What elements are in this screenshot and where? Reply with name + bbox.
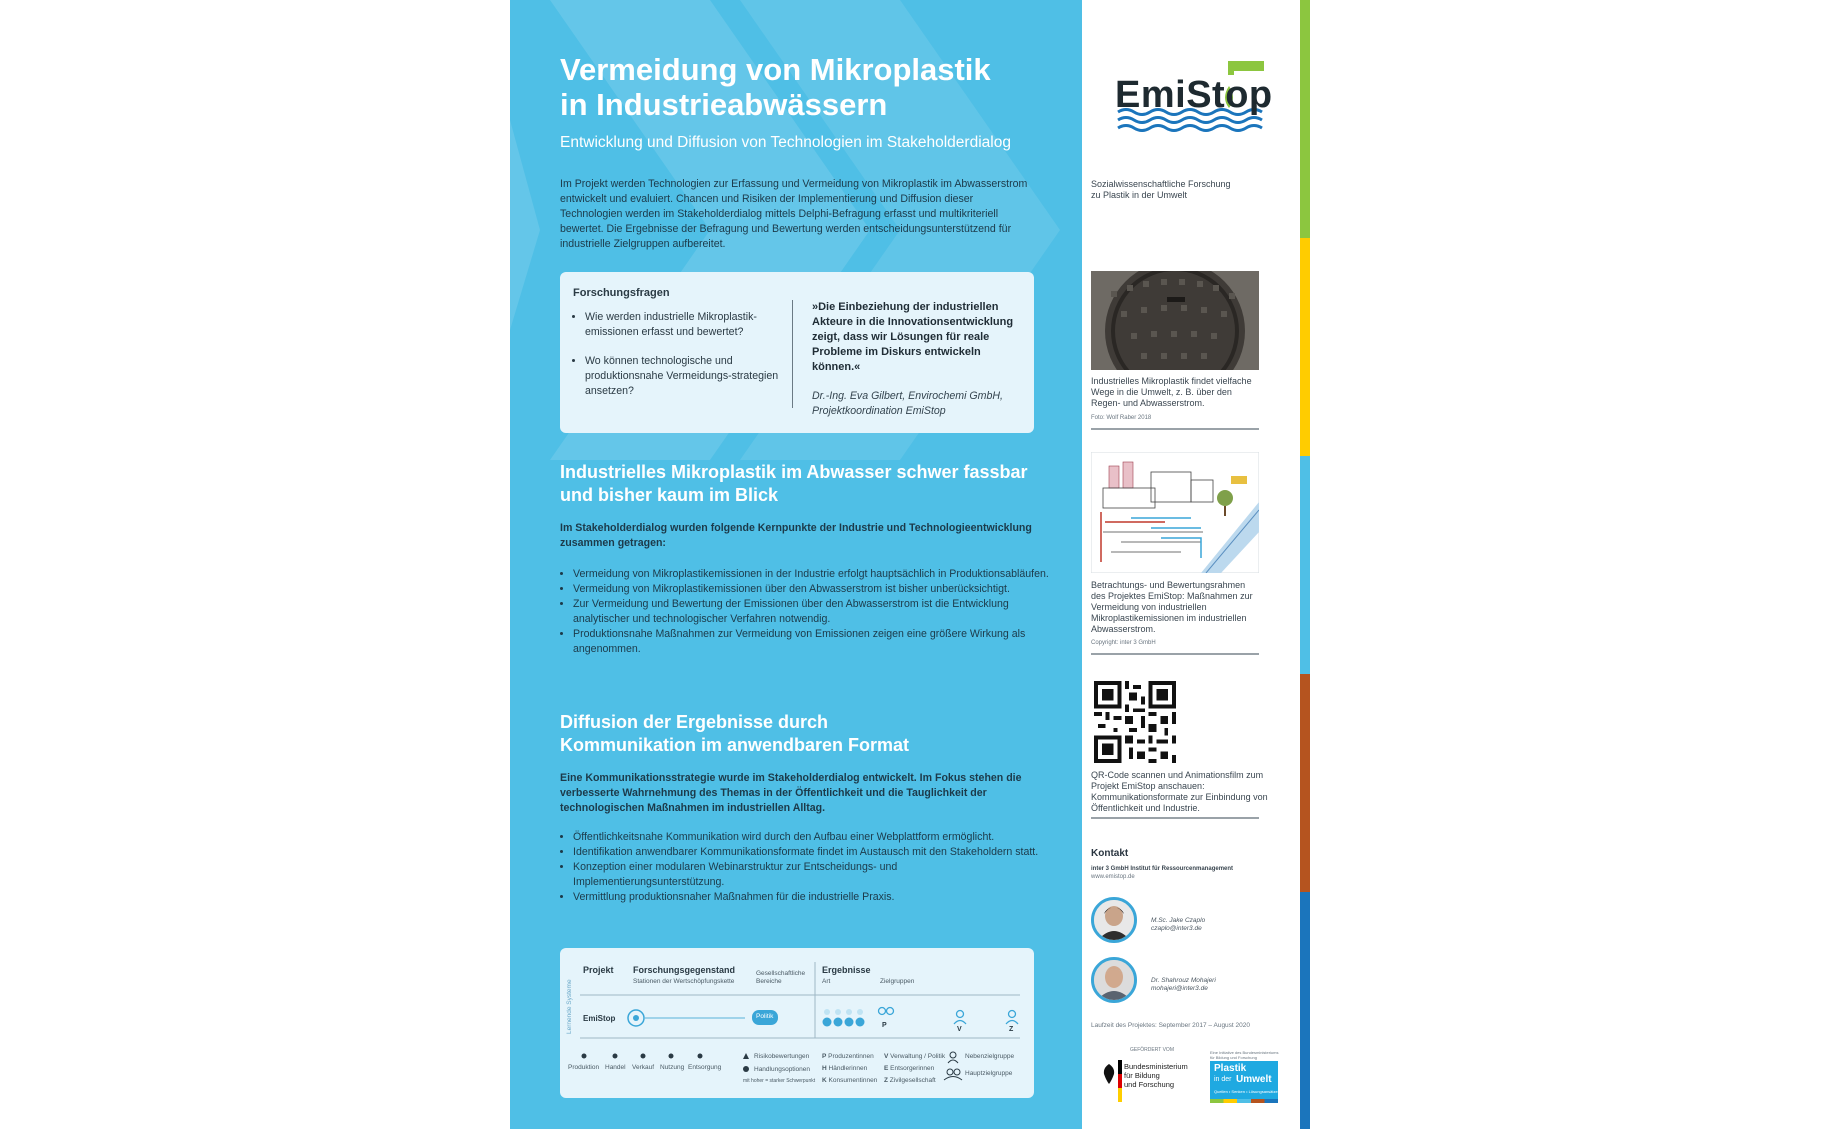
federal-eagle-icon [1102,1062,1116,1086]
heading-line: Diffusion der Ergebnisse durch [560,712,829,732]
legend-station: Verkauf [632,1064,655,1071]
tagline [1091,179,1231,201]
quote-divider [792,300,793,408]
photo-caption: Industrielles Mikroplastik findet vielfache Wege in die Umwelt, z. B. über den Regen- und Abwasserstrom. [1091,376,1252,408]
section2-list [560,830,1049,905]
list-item: • Identifikation anwendbarer Kommunikationsformate findet im Austausch mit den Stakeholdern statt. [573,845,1049,860]
divider [1091,428,1259,430]
title-line-1: Vermeidung von Mikroplastik [560,52,991,87]
diagram-col-art: Art [822,978,831,985]
section2-heading [560,711,1060,757]
funded-by: GEFÖRDERT VOM [1130,1047,1174,1053]
legend-e: Entsorgerinnen [890,1065,935,1072]
framework-caption: Betrachtungs- und Bewertungsrahmen des Projektes EmiStop: Maßnahmen zur Vermeidung von industriellen Mikroplastikemissionen im industriellen Abwasserstrom. [1091,580,1253,634]
letter: V [884,1053,889,1060]
color-stripe [1300,674,1310,892]
list-item: • Wo können technologische und produktionsnahe Vermeidungs-strategien ansetzen? [585,354,795,399]
framework-illustration [1091,452,1259,573]
letter: P [822,1053,827,1060]
diagram-col-forschung-sub: Stationen der Wertschöpfungskette [633,978,735,985]
tagline-line: Sozialwissenschaftliche Forschung [1091,179,1231,189]
photo-credit: Foto: Wolf Raber 2018 [1091,415,1152,421]
color-bar [1210,1099,1278,1103]
person2-mail[interactable]: mohajeri@inter3.de [1151,985,1208,992]
institute-name: inter 3 GmbH Institut für Ressourcenmanagement [1091,866,1234,872]
diagram-row-label: EmiStop [583,1014,616,1023]
bmbf-line: und Forschung [1124,1080,1175,1089]
heading-line: und bisher kaum im Blick [560,485,779,505]
poster-title [560,52,1040,122]
plastik-word: Umwelt [1236,1074,1272,1085]
legend-z: Zivilgesellschaft [889,1077,936,1084]
plastik-sub: Quellen • Senken • Lösungsansätze [1214,1089,1278,1094]
list-item: • Zur Vermeidung und Bewertung der Emissionen über den Abwasserstrom ist die Entwicklung analytischer und technologischer Verfahren notwendig. [573,597,1049,627]
letter: E [884,1065,889,1072]
bmbf-logo-text [1124,1062,1188,1089]
person1-name: M.Sc. Jake Czaplo [1151,917,1206,924]
contact-heading: Kontakt [1091,848,1129,859]
diagram-col-forschung: Forschungsgegenstand [633,965,736,975]
letter: K [822,1077,827,1084]
person1-mail[interactable]: czaplo@inter3.de [1151,925,1202,932]
diagram-col-projekt: Projekt [583,965,614,975]
qr-code[interactable] [1094,681,1176,763]
qr-caption: QR-Code scannen und Animationsfilm zum Projekt EmiStop anschauen: Kommunikationsformate zur Einbindung von Öffentlichkeit und Industrie. [1091,770,1268,813]
manhole-photo [1091,271,1259,370]
website-link[interactable]: www.emistop.de [1091,874,1135,880]
title-line-2: in Industrieabwässern [560,87,888,122]
politik-badge: Politik [756,1013,774,1020]
target-v: V [957,1026,962,1033]
initiative-text: Eine Initiative des Bundesministeriums für Bildung und Forschung [1210,1050,1279,1060]
list-item: • Vermittlung produktionsnaher Maßnahmen für die industrielle Praxis. [573,890,1049,905]
target-z: Z [1009,1026,1014,1033]
list-item: • Öffentlichkeitsnahe Kommunikation wird durch den Aufbau einer Webplattform ermöglicht. [573,830,1049,845]
poster [510,0,1310,1129]
person-icon [1094,960,1134,1000]
target-p: P [882,1022,887,1029]
plastik-word: Plastik [1214,1063,1247,1074]
legend-k: Konsumentinnen [828,1077,878,1084]
list-item: • Produktionsnahe Maßnahmen zur Vermeidung von Emissionen zeigen eine größere Wirkung als angenommen. [573,627,1049,657]
divider [1091,817,1259,819]
person2-name: Dr. Shahrouz Mohajeri [1151,977,1216,984]
bmbf-line: Bundesministerium [1124,1062,1188,1071]
legend-station: Handel [605,1064,626,1071]
list-item: • Wie werden industrielle Mikroplastik-emissionen erfasst und bewertet? [585,310,795,340]
bmbf-line: für Bildung [1124,1071,1160,1080]
project-duration: Laufzeit des Projektes: September 2017 – August 2020 [1091,1022,1250,1029]
diagram-col-gesell-2: Bereiche [756,978,782,985]
quote-text: »Die Einbeziehung der industriellen Akteure in die Innovationsentwicklung zeigt, dass wir Lösungen für reale Probleme im Diskurs entwickeln können.« [812,301,1014,373]
author-line-2: Projektkoordination EmiStop [812,405,946,417]
diagram-side-label: Lernende Systeme [566,979,573,1034]
plastik-word: in der [1214,1076,1232,1083]
letter: H [822,1065,827,1072]
list-item: • Vermeidung von Mikroplastikemissionen in der Industrie erfolgt hauptsächlich in Produktionsabläufen. [573,567,1049,582]
legend-p: Produzentinnen [828,1053,874,1060]
legend-station: Nutzung [660,1064,685,1071]
person2-info [1151,977,1216,993]
section1-lead: Im Stakeholderdialog wurden folgende Kernpunkte der Industrie und Technologieentwicklung zusammen getragen: [560,522,1032,549]
person1-info [1151,917,1205,933]
questions-list [572,310,795,413]
list-item: • Vermeidung von Mikroplastikemissionen über den Abwasserstrom ist bisher unberücksichtigt. [573,582,1049,597]
quote-author [812,389,1027,419]
research-questions-box [560,272,1034,433]
author-line-1: Dr.-Ing. Eva Gilbert, Envirochemi GmbH, [812,390,1003,402]
legend-options: Handlungsoptionen [754,1066,811,1073]
diagram-col-ziel: Zielgruppen [880,978,915,985]
poster-subtitle: Entwicklung und Diffusion von Technologien im Stakeholderdialog [560,134,1011,151]
logo-text: EmiStop [1115,74,1273,116]
questions-heading: Forschungsfragen [573,287,670,299]
color-stripe [1300,456,1310,674]
legend-risk: Risikobewertungen [754,1053,810,1060]
legend-station: Produktion [568,1064,600,1071]
legend-station: Entsorgung [688,1064,722,1071]
plastik-logo [1210,1061,1278,1103]
section2-lead: Eine Kommunikationsstrategie wurde im Stakeholderdialog entwickelt. Im Fokus stehen die verbesserte Wahrnehmung des Themas in der Öffentlichkeit und die Tauglichkeit der technologischen Maßnahmen im industriellen Alltag. [560,772,1022,814]
diagram-col-gesell: Gesellschaftliche [756,970,806,977]
legend-neben: Nebenzielgruppe [965,1053,1015,1060]
project-diagram [560,948,1034,1098]
legend-haupt: Hauptzielgruppe [965,1070,1013,1077]
legend-h: Händlerinnen [828,1065,868,1072]
section1-list [560,567,1049,657]
heading-line: Kommunikation im anwendbaren Format [560,735,910,755]
flag-bar [1118,1060,1122,1102]
framework-credit: Copyright: inter 3 GmbH [1091,640,1156,646]
letter: Z [884,1077,888,1084]
color-stripe [1300,0,1310,238]
avatar [1091,897,1137,943]
tagline-line: zu Plastik in der Umwelt [1091,190,1188,200]
divider [1091,653,1259,655]
section1-heading [560,461,1060,507]
person-icon [1094,900,1134,940]
legend-v: Verwaltung / Politik [890,1053,946,1060]
avatar [1091,957,1137,1003]
list-item: • Konzeption einer modularen Webinarstruktur zur Entscheidungs- und Implementierungsunterstützung. [573,860,1049,890]
diagram-col-ergebnisse: Ergebnisse [822,965,871,975]
color-stripe [1300,238,1310,456]
intro-text: Im Projekt werden Technologien zur Erfassung und Vermeidung von Mikroplastik im Abwasserstrom entwickelt und evaluiert. Chancen und Risiken der Implementierung und Diffusion dieser Technologien werden im Stakeholderdialog mittels Delphi-Befragung erfasst und multikriteriell bewertet. Die Ergebnisse der Befragung und Bewertung werden entscheidungsunterstützend für industrielle Zielgruppen aufbereitet. [560,178,1028,250]
main-column [510,0,1082,1129]
color-stripe [1300,892,1310,1129]
heading-line: Industrielles Mikroplastik im Abwasser schwer fassbar [560,462,1028,482]
diagram-lines [560,948,1034,1098]
legend-focus: mit hoher = starker Schwerpunkt [743,1078,816,1084]
